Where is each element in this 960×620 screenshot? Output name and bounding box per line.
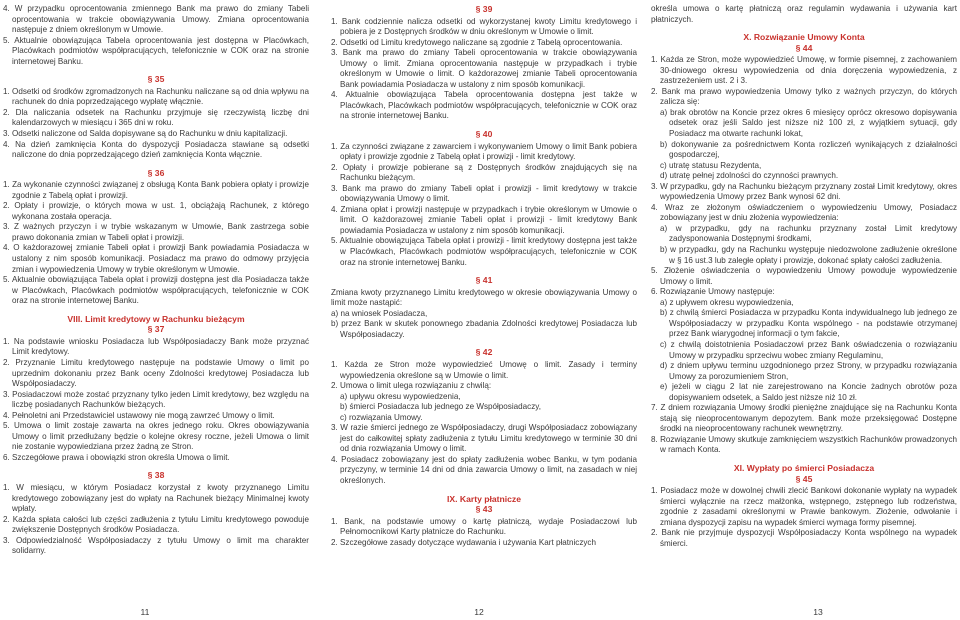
page-number: 12 <box>474 607 484 617</box>
paragraph: 2. Opłaty i prowizje pobierane są z Dostępnych środków znajdujących się na Rachunku bieżącym. <box>331 162 637 183</box>
paragraph: b) przez Bank w skutek ponownego zbadania Zdolności kredytowej Posiadacza lub Współposiadaczy. <box>331 319 637 339</box>
paragraph: a) na wniosek Posiadacza, <box>331 308 428 318</box>
paragraph: 5. Aktualnie obowiązująca Tabela oprocentowania jest dostępna w Placówkach, Placówkach podmiotów współpracujących, telefonicznie w COK oraz na stronie internetowej Banku. <box>3 35 309 66</box>
paragraph-heading: § 44 <box>795 42 813 53</box>
paragraph: 5. Aktualnie obowiązująca Tabela opłat i prowizji - limit kredytowy dostępna jest także w Placówkach, Placówkach podmiotów współpracujących, telefonicznie w COK oraz na stronie internetowej Banku. <box>331 236 637 267</box>
paragraph: 2. Przyznanie Limitu kredytowego następuje na podstawie Umowy o limit po uprzednim dokonaniu przez Bank oceny Zdolności kredytowej Posiadacza lub Współposiadaczy. <box>3 357 309 389</box>
paragraph: 4. Wraz ze złożonym oświadczeniem o wypowiedzeniu Umowy, Posiadacz zobowiązany jest w dniu złożenia wypowiedzenia: <box>651 202 957 223</box>
paragraph: 4. O każdorazowej zmianie Tabeli opłat i prowizji Bank powiadamia Posiadacza w ustalony z nim sposób komunikacji. Posiadacz ma prawo do odmowy przyjęcia zmian i wypowiedzenia Umowy w trybie określonym w Umowie. <box>3 243 309 274</box>
paragraph: 3. Posiadaczowi może zostać przyznany tylko jeden Limit kredytowy, bez względu na liczbę posiadanych Rachunków bieżących. <box>3 389 309 410</box>
page-number: 11 <box>140 607 150 617</box>
paragraph: 4. W przypadku oprocentowania zmiennego Bank ma prawo do zmiany Tabeli oprocentowania w trakcie obowiązywania Umowy. Zmiana oprocentowania następuje z dniem określonym w Umowie. <box>3 4 309 35</box>
paragraph: 3. W przypadku, gdy na Rachunku bieżącym przyznany został Limit kredytowy, okres wypowiedzenia Umowy przez Bank wynosi 62 dni. <box>651 181 957 202</box>
paragraph: określa umowa o kartę płatniczą oraz regulamin wydawania i używania kart płatniczych. <box>651 4 957 24</box>
paragraph: 6. Szczegółowe prawa i obowiązki stron określa Umowa o limit. <box>3 452 230 462</box>
paragraph: Zmiana kwoty przyznanego Limitu kredytowego w okresie obowiązywania Umowy o limit może nastąpić: <box>331 287 637 308</box>
paragraph-heading: § 39 <box>475 4 493 14</box>
paragraph-heading: § 43 <box>475 504 493 515</box>
paragraph: 1. Za wykonanie czynności związanej z obsługą Konta Bank pobiera opłaty i prowizje zgodnie z Tabelą opłat i prowizji. <box>3 180 309 200</box>
paragraph: b) w przypadku, gdy na Rachunku występuje niedozwolone zadłużenie określone w § 16 ust.3 lub zaległe opłaty i prowizje, dokonać spłaty całości zadłużenia. <box>660 245 957 265</box>
paragraph: 1. Posiadacz może w dowolnej chwili zlecić Bankowi dokonanie wypłaty na wypadek śmierci wyłącznie na rzecz małżonka, wstępnego, zstępnego lub rodzeństwa, zgodnie z zasadami określonymi w Prawie bankowym. Złożenie, odwołanie i zmiana dyspozycji zapisu na wypadek śmierci wymaga formy pisemnej. <box>651 486 957 527</box>
paragraph: 2. Każda spłata całości lub części zadłużenia z tytułu Limitu kredytowego powoduje zwiększenie Dostępnych środków Posiadacza. <box>3 514 309 535</box>
paragraph: a) upływu okresu wypowiedzenia, <box>340 391 461 401</box>
paragraph: 8. Rozwiązanie Umowy skutkuje zamknięciem wszystkich Rachunków prowadzonych w ramach Konta. <box>651 434 957 455</box>
page-column <box>651 4 957 549</box>
paragraph: c) utratę statusu Rezydenta, <box>660 160 762 170</box>
page-column <box>3 4 309 557</box>
paragraph: 3. Odsetki naliczone od Salda dopisywane są do Rachunku w dniu kapitalizacji. <box>3 129 288 139</box>
paragraph-heading: § 35 <box>147 74 165 85</box>
paragraph: c) z chwilą doistotnienia Posiadaczowi przez Bank oświadczenia o rozwiązaniu Umowy w przypadku sprzeciwu wobec zmiany Regulaminu, <box>660 339 957 360</box>
paragraph: 3. Z ważnych przyczyn i w trybie wskazanym w Umowie, Bank zastrzega sobie prawo dokonania zmian w Tabeli opłat i prowizji. <box>3 222 309 242</box>
paragraph: 5. Złożenie oświadczenia o wypowiedzeniu Umowy powoduje wypowiedzenie Umowy o limit. <box>651 266 957 286</box>
paragraph: a) z upływem okresu wypowiedzenia, <box>660 297 794 307</box>
paragraph: 1. Każda ze Stron, może wypowiedzieć Umowę, w formie pisemnej, z zachowaniem 30-dniowego okresu wypowiedzenia od dnia doręczenia wypowiedzenia, z zastrzeżeniem ust. 2 i 3. <box>651 55 957 86</box>
section-heading: X. Rozwiązanie Umowy Konta <box>743 32 865 43</box>
paragraph: 2. Bank nie przyjmuje dyspozycji Współposiadaczy Konta wspólnego na wypadek śmierci. <box>651 528 957 548</box>
paragraph: 4. Aktualnie obowiązująca Tabela oprocentowania dostępna jest także w Placówkach, Placówkach podmiotów współpracujących, telefonicznie w COK oraz na stronie internetowej Banku. <box>331 90 637 121</box>
paragraph-heading: § 45 <box>795 473 813 484</box>
paragraph: c) rozwiązania Umowy. <box>340 412 423 422</box>
paragraph: 2. Bank ma prawo wypowiedzenia Umowy tylko z ważnych przyczyn, do których zalicza się: <box>651 86 957 107</box>
paragraph: 4. Posiadacz zobowiązany jest do spłaty zadłużenia wobec Banku, w tym podania przyczyny, w terminie 14 dni od dnia zawarcia Umowy o limit, na zasadach w niej określonych. <box>331 454 637 485</box>
section-heading: VIII. Limit kredytowy w Rachunku bieżącym <box>67 313 245 324</box>
page-column <box>331 4 637 548</box>
paragraph: 1. W miesiącu, w którym Posiadacz korzystał z kwoty przyznanego Limitu kredytowego zobowiązany jest do wpłaty na Rachunek bieżący Minimalnej kwoty wpłaty. <box>3 482 309 514</box>
paragraph: 5. Umowa o limit zostaje zawarta na okres jednego roku. Okres obowiązywania Umowy o limit przedłużany będzie o kolejne okresy roczne, jeżeli Umowa o limit nie zostanie wypowiedziana przez żadną ze Stron. <box>3 421 309 452</box>
paragraph-heading: § 36 <box>147 167 165 178</box>
paragraph: d) z dniem upływu terminu uzgodnionego przez Strony, w przypadku rozwiązania Umowy za porozumieniem Stron, <box>660 361 957 381</box>
paragraph: 2. Umowa o limit ulega rozwiązaniu z chwilą: <box>331 381 492 391</box>
paragraph-heading: § 41 <box>475 275 493 286</box>
paragraph: b) śmierci Posiadacza lub jednego ze Współposiadaczy, <box>340 402 541 412</box>
paragraph: 2. Szczegółowe zasady dotyczące wydawania i używania Kart płatniczych <box>331 537 596 547</box>
paragraph: 1. Na podstawie wniosku Posiadacza lub Współposiadaczy Bank może przyznać Limit kredytowy. <box>3 336 309 357</box>
section-heading: XI. Wypłaty po śmierci Posiadacza <box>733 462 875 473</box>
paragraph: a) brak obrotów na Koncie przez okres 6 miesięcy oprócz okresowo dopisywania odsetek oraz jeśli Saldo jest niższe niż 100 zł, z wyjątkiem sytuacji, gdy Posiadacz ma otwarte rachunki lokat, <box>660 107 957 139</box>
paragraph: e) jeżeli w ciągu 2 lat nie zarejestrowano na Koncie żadnych obrotów poza dopisywaniem odsetek, a Saldo jest niższe niż 10 zł. <box>660 382 957 402</box>
paragraph: a) w przypadku, gdy na rachunku przyznany został Limit kredytowy zadysponowania Dostępnymi środkami, <box>660 223 957 244</box>
paragraph: 3. Odpowiedzialność Współposiadaczy z tytułu Umowy o limit ma charakter solidarny. <box>3 535 309 556</box>
paragraph: 3. Bank ma prawo do zmiany Tabeli oprocentowania w trakcie obowiązywania Umowy o limit. Zmiana oprocentowania następuje w przypadkach i trybie określonym w Umowie o limit. O każdorazowej zmianie Tabeli oprocentowania Bank powiadamia Posiadacza w ustalony z nim sposób komunikacji. <box>331 48 637 89</box>
paragraph: 4. Zmiana opłat i prowizji następuje w przypadkach i trybie określonym w Umowie o limit. O każdorazowej zmianie Tabeli opłat i prowizji - limit kredytowy Bank powiadamia Posiadacza w ustalony z nim sposób komunikacji. <box>331 204 637 235</box>
paragraph: 4. Pełnoletni ani Przedstawiciel ustawowy nie mogą zawrzeć Umowy o limit. <box>3 410 275 420</box>
paragraph: b) z chwilą śmierci Posiadacza w przypadku Konta indywidualnego lub jednego ze Współposiadaczy w przypadku Konta wspólnego - na podstawie otrzymanej przez Bank wiarygodnej informacji o tym fakcie, <box>660 308 957 339</box>
paragraph: 1. Bank codziennie nalicza odsetki od wykorzystanej kwoty Limitu kredytowego i pobiera je z Dostępnych środków w dniu określonym w Umowie o limit. <box>331 16 637 37</box>
paragraph-heading: § 38 <box>147 470 165 481</box>
paragraph: 3. Bank ma prawo do zmiany Tabeli opłat i prowizji - limit kredytowy w trakcie obowiązywania Umowy o limit. <box>331 183 637 204</box>
paragraph: 1. Odsetki od środków zgromadzonych na Rachunku naliczane są od dnia wpływu na rachunek do dnia poprzedzającego wypłatę włącznie. <box>3 86 309 107</box>
paragraph-heading: § 40 <box>475 129 493 140</box>
paragraph: 2. Opłaty i prowizje, o których mowa w ust. 1, obciążają Rachunek, z którego wykonana została operacja. <box>3 201 309 221</box>
paragraph: b) dokonywanie za pośrednictwem Konta rozliczeń wynikających z działalności gospodarczej, <box>660 139 957 160</box>
paragraph: 2. Odsetki od Limitu kredytowego naliczane są zgodnie z Tabelą oprocentowania. <box>331 37 623 47</box>
paragraph: 2. Dla naliczania odsetek na Rachunku przyjmuje się rzeczywistą liczbę dni kalendarzowych w miesiącu i 365 dni w roku. <box>3 107 309 128</box>
paragraph-heading: § 42 <box>475 347 493 358</box>
paragraph: 4. Na dzień zamknięcia Konta do dyspozycji Posiadacza stawiane są odsetki naliczone do dnia poprzedzającego dzień zamknięcia Konta włącznie. <box>3 139 309 160</box>
paragraph: 3. W razie śmierci jednego ze Współposiadaczy, drugi Współposiadacz zobowiązany jest do całkowitej spłaty zadłużenia z tytułu Limitu kredytowego w terminie 30 dni od dnia rozwiązania Umowy o limit. <box>331 423 637 454</box>
page-number: 13 <box>813 607 823 617</box>
paragraph: 1. Każda ze Stron może wypowiedzieć Umowę o limit. Zasady i terminy wypowiedzenia określone są w Umowie o limit. <box>331 359 637 380</box>
paragraph: 1. Za czynności związane z zawarciem i wykonywaniem Umowy o limit Bank pobiera opłaty i prowizje zgodnie z Tabelą opłat i prowizji - limit kredytowy. <box>331 141 637 162</box>
paragraph: 6. Rozwiązanie Umowy następuje: <box>651 287 775 297</box>
paragraph: 7. Z dniem rozwiązania Umowy środki pieniężne znajdujące się na Rachunku Konta stają się nieoprocentowanym depozytem. Bank może przeksięgować Dostępne środki na nieoprocentowany rachunek wewnętrzny. <box>651 403 957 434</box>
paragraph: 5. Aktualnie obowiązująca Tabela opłat i prowizji dostępna jest dla Posiadacza także w Placówkach, Placówkach podmiotów współpracujących, telefonicznie w COK oraz na stronie internetowej Banku. <box>3 275 309 306</box>
paragraph: 1. Bank, na podstawie umowy o kartę płatniczą, wydaje Posiadaczowi lub Pełnomocnikowi Karty płatnicze do Rachunku. <box>331 516 637 537</box>
paragraph: d) utratę pełnej zdolności do czynności prawnych. <box>660 171 839 181</box>
paragraph-heading: § 37 <box>147 324 165 335</box>
section-heading: IX. Karty płatnicze <box>446 493 522 504</box>
